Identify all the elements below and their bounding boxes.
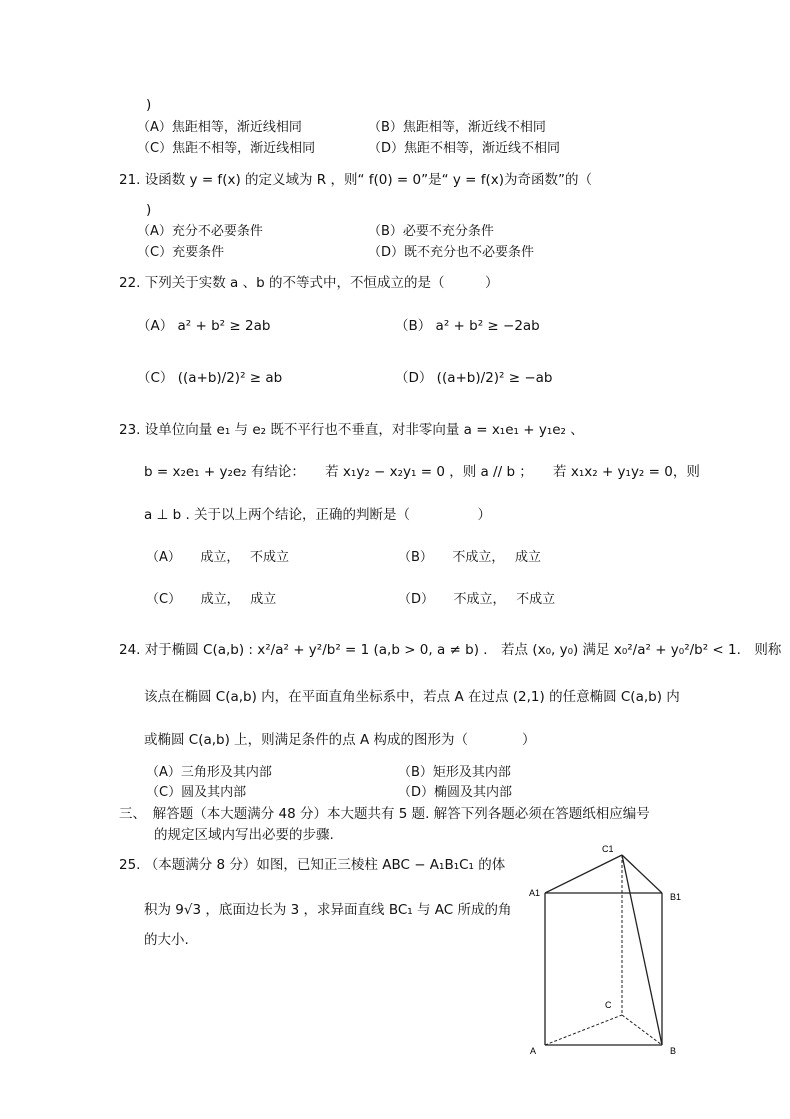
label-b1: B1 [670,892,682,902]
label-c1: C1 [602,844,614,854]
q21-option-c: （C）充要条件 [137,245,225,260]
section3-heading-cont: 的规定区域内写出必要的步骤. [154,827,334,843]
q21-option-d: （D）既不充分也不必要条件 [368,245,535,260]
q25-line3: 的大小. [144,932,189,948]
q24-option-c: （C）圆及其内部 [146,785,247,800]
q23-line1: 23. 设单位向量 e₁ 与 e₂ 既不平行也不垂直，对非零向量 a = x₁e₁ + y₁e₂ 、 [119,422,584,438]
q24-option-d: （D）椭圆及其内部 [398,785,513,800]
section3-heading: 三、 解答题（本大题满分 48 分）本大题共有 5 题. 解答下列各题必须在答题纸相应编号 [119,806,650,822]
q20-option-a: （A）焦距相等，渐近线相同 [137,120,302,135]
label-c: C [605,1000,612,1010]
q24-line2: 该点在椭圆 C(a,b) 内，在平面直角坐标系中，若点 A 在过点 (2,1) 的任意椭圆 C(a,b) 内 [144,689,680,705]
q24-line1: 24. 对于椭圆 C(a,b) : x²/a² + y²/b² = 1 (a,b > 0, a ≠ b) . 若点 (x₀, y₀) 满足 x₀²/a² + y₀²/b² < 1. 则称 [119,642,782,658]
q21-option-a: （A）充分不必要条件 [137,224,263,239]
q21-close-paren: ) [146,202,152,218]
label-b: B [670,1046,677,1056]
q24-line3: 或椭圆 C(a,b) 上，则满足条件的点 A 构成的图形为（ ） [144,732,536,748]
q21-option-b: （B）必要不充分条件 [368,224,494,239]
q21-stem: 21. 设函数 y = f(x) 的定义域为 R ，则“ f(0) = 0”是“ y = f(x)为奇函数”的（ [119,172,593,188]
q24-option-a: （A）三角形及其内部 [146,765,272,780]
label-a: A [530,1046,537,1056]
q22-stem: 22. 下列关于实数 a 、b 的不等式中，不恒成立的是（ ） [119,275,499,291]
q20-option-b: （B）焦距相等，渐近线不相同 [368,120,546,135]
q22-option-c: （C） ((a+b)/2)² ≥ ab [137,370,283,386]
q23-line3: a ⊥ b . 关于以上两个结论，正确的判断是（ ） [144,507,492,523]
label-a1: A1 [529,888,541,898]
q25-line1: 25. （本题满分 8 分）如图，已知正三棱柱 ABC − A₁B₁C₁ 的体 [119,857,506,873]
q22-option-a: （A） a² + b² ≥ 2ab [137,318,271,334]
q23-option-c: （C） 成立， 成立 [146,592,277,607]
q23-line2: b = x₂e₁ + y₂e₂ 有结论： 若 x₁y₂ − x₂y₁ = 0 ，则 a // b ； 若 x₁x₂ + y₁y₂ = 0，则 [144,464,700,480]
q22-option-d: （D） ((a+b)/2)² ≥ −ab [395,370,553,386]
q25-line2: 积为 9√3 ，底面边长为 3 ，求异面直线 BC₁ 与 AC 所成的角 [144,902,512,918]
q23-option-a: （A） 成立， 不成立 [146,550,290,565]
q23-option-b: （B） 不成立， 成立 [398,550,542,565]
q20-option-d: （D）焦距不相等，渐近线不相同 [368,141,561,156]
q20-close-paren: ) [146,97,152,113]
q20-option-c: （C）焦距不相等，渐近线相同 [137,141,316,156]
q24-option-b: （B）矩形及其内部 [398,765,511,780]
q23-option-d: （D） 不成立， 不成立 [398,592,556,607]
q22-option-b: （B） a² + b² ≥ −2ab [395,318,540,334]
